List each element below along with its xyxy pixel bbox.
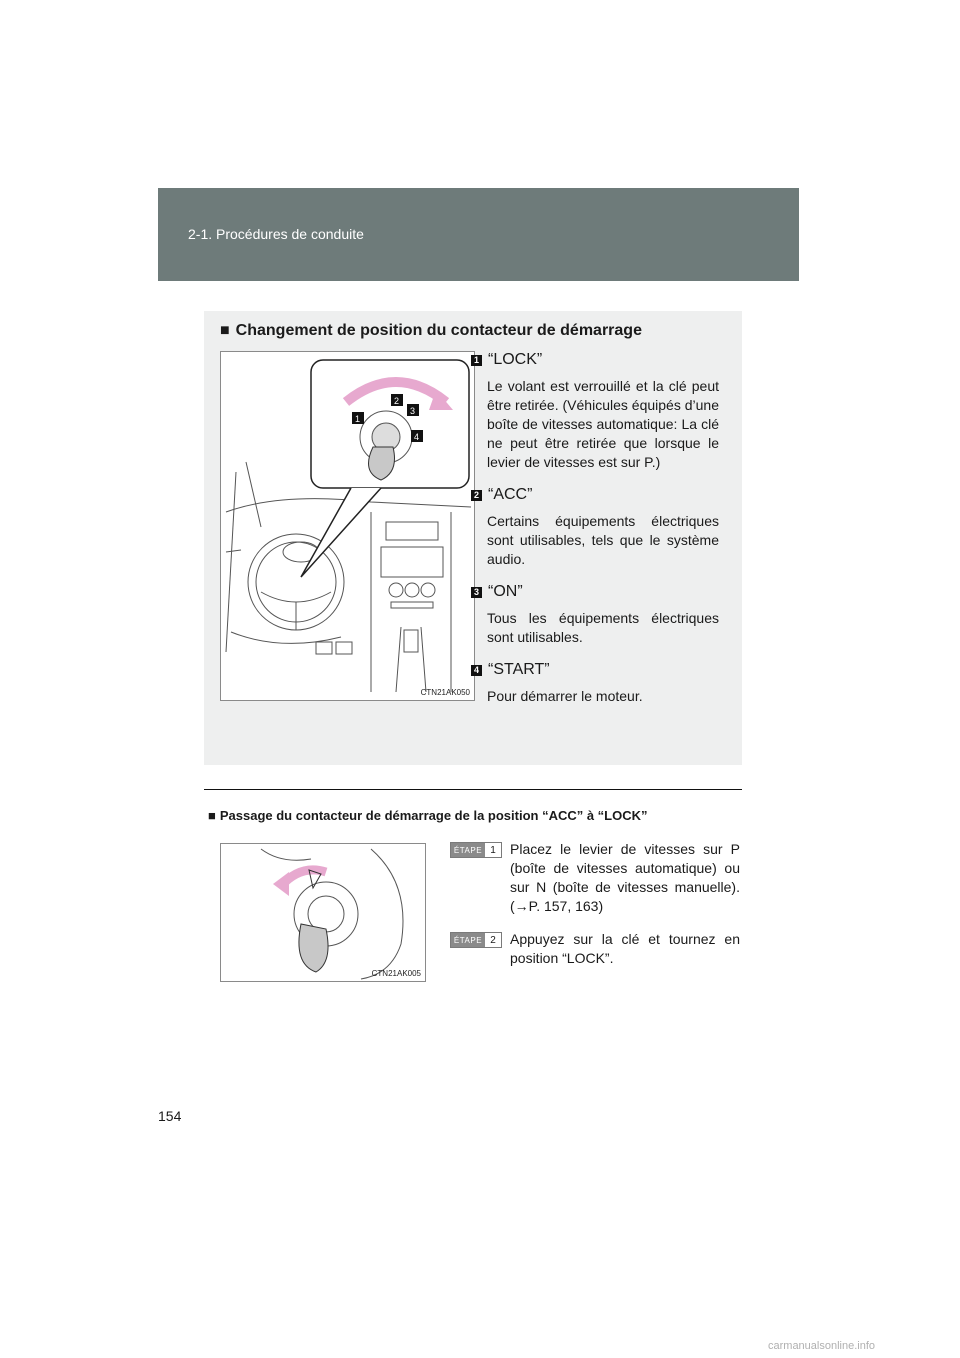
number-badge: 4 — [471, 665, 482, 676]
position-list — [473, 351, 719, 720]
position-label: “START” — [488, 661, 550, 678]
position-label: “ON” — [488, 583, 523, 600]
figure-code: CTN21AK050 — [420, 688, 470, 697]
step-text: Placez le levier de vitesses sur P (boîte de vitesses automatique) ou sur N (boîte de vitesses manuelle). (→P. 157, 163) — [510, 841, 740, 914]
divider — [204, 789, 742, 790]
panel-title-text: Changement de position du contacteur de démarrage — [235, 322, 642, 339]
position-description: Pour démarrer le moteur. — [487, 688, 643, 704]
number-badge: 1 — [471, 355, 482, 366]
step-list — [450, 840, 742, 982]
page-number: 154 — [158, 1108, 182, 1124]
position-description: Le volant est verrouillé et la clé peut être retirée. (Véhicules équipés d’une boîte de vitesses automatique: La clé ne peut être retirée que lorsque le levier de vitesses est sur P.) — [487, 378, 719, 470]
position-description: Tous les équipements électriques sont utilisables. — [487, 610, 719, 645]
position-item — [473, 583, 719, 647]
position-item — [473, 351, 719, 472]
step-badge-number: 2 — [485, 933, 501, 947]
square-bullet-icon: ■ — [220, 322, 230, 339]
svg-text:4: 4 — [414, 432, 420, 442]
subsection-heading — [208, 808, 648, 823]
watermark: carmanualsonline.info — [768, 1340, 876, 1352]
position-item — [473, 486, 719, 569]
svg-text:3: 3 — [410, 406, 416, 416]
ignition-positions-panel — [204, 311, 742, 765]
step-badge-number: 1 — [485, 843, 501, 857]
figure-code: CTN21AK005 — [371, 969, 421, 978]
step-item — [450, 840, 742, 916]
position-label: “ACC” — [488, 486, 533, 503]
step-badge — [450, 842, 502, 858]
step-item — [450, 930, 742, 968]
header-band — [158, 188, 799, 281]
position-item — [473, 661, 719, 706]
dashboard-illustration — [220, 351, 475, 701]
dashboard-drawing — [221, 352, 474, 700]
step-text: Appuyez sur la clé et tournez en position “LOCK”. — [510, 931, 740, 966]
square-bullet-icon: ■ — [208, 808, 216, 823]
position-label: “LOCK” — [488, 351, 543, 368]
step-badge-label: ÉTAPE — [451, 933, 485, 947]
number-badge: 2 — [471, 490, 482, 501]
panel-title — [220, 322, 642, 340]
step-badge — [450, 932, 502, 948]
svg-text:2: 2 — [394, 396, 400, 406]
subsection-heading-text: Passage du contacteur de démarrage de la position “ACC” à “LOCK” — [219, 808, 648, 823]
key-turn-drawing — [221, 844, 425, 981]
number-badge: 3 — [471, 587, 482, 598]
section-title: 2-1. Procédures de conduite — [188, 226, 364, 242]
step-badge-label: ÉTAPE — [451, 843, 485, 857]
key-turn-illustration — [220, 843, 426, 982]
position-description: Certains équipements électriques sont utilisables, tels que le système audio. — [487, 513, 719, 567]
svg-text:1: 1 — [355, 414, 361, 424]
